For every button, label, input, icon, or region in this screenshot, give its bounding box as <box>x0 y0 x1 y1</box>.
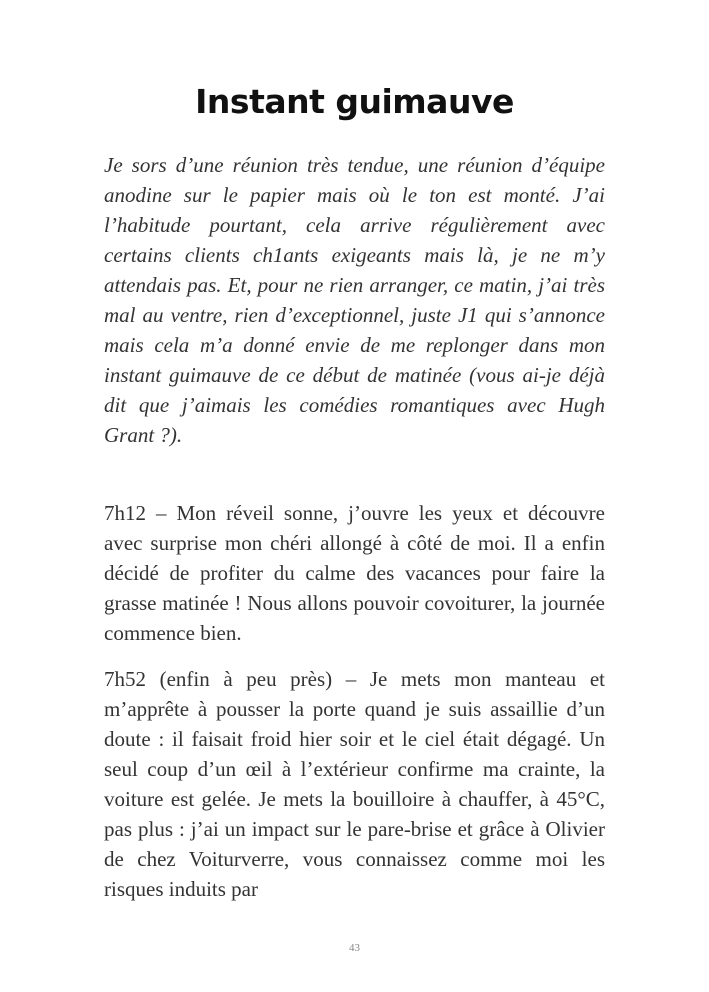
paragraph-7h12: 7h12 – Mon réveil sonne, j’ouvre les yeux et découvre avec surprise mon chéri allongé à côté de moi. Il a enfin décidé de profiter du calme des vacances pour faire la grasse matinée ! Nous allons pouvoir covoiturer, la journée commence bien. <box>104 501 605 645</box>
chapter-title: Instant guimauve <box>195 82 514 121</box>
intro-paragraph: Je sors d’une réunion très tendue, une réunion d’équipe anodine sur le papier mais où le ton est monté. J’ai l’habitude pourtant, cela arrive régulièrement avec certains clients ch1ants exigeants mais là, je ne m’y attendais pas. Et, pour ne rien arranger, ce matin, j’ai très mal au ventre, rien d’exceptionnel, juste J1 qui s’annonce mais cela m’a donné envie de me replonger dans mon instant guimauve de ce début de matinée (vous ai-je déjà dit que j’aimais les comédies romantiques avec Hugh Grant ?). <box>104 153 605 447</box>
paragraph-7h52: 7h52 (enfin à peu près) – Je mets mon manteau et m’apprête à pousser la porte quand je suis assaillie d’un doute : il faisait froid hier soir et le ciel était dégagé. Un seul coup d’un œil à l’extérieur confirme ma crainte, la voiture est gelée. Je mets la bouilloire à chauffer, à 45°C, pas plus : j’ai un impact sur le pare-brise et grâce à Olivier de chez Voiturverre, vous connaissez comme moi les risques induits par <box>104 667 605 901</box>
page-number: 43 <box>349 942 360 954</box>
